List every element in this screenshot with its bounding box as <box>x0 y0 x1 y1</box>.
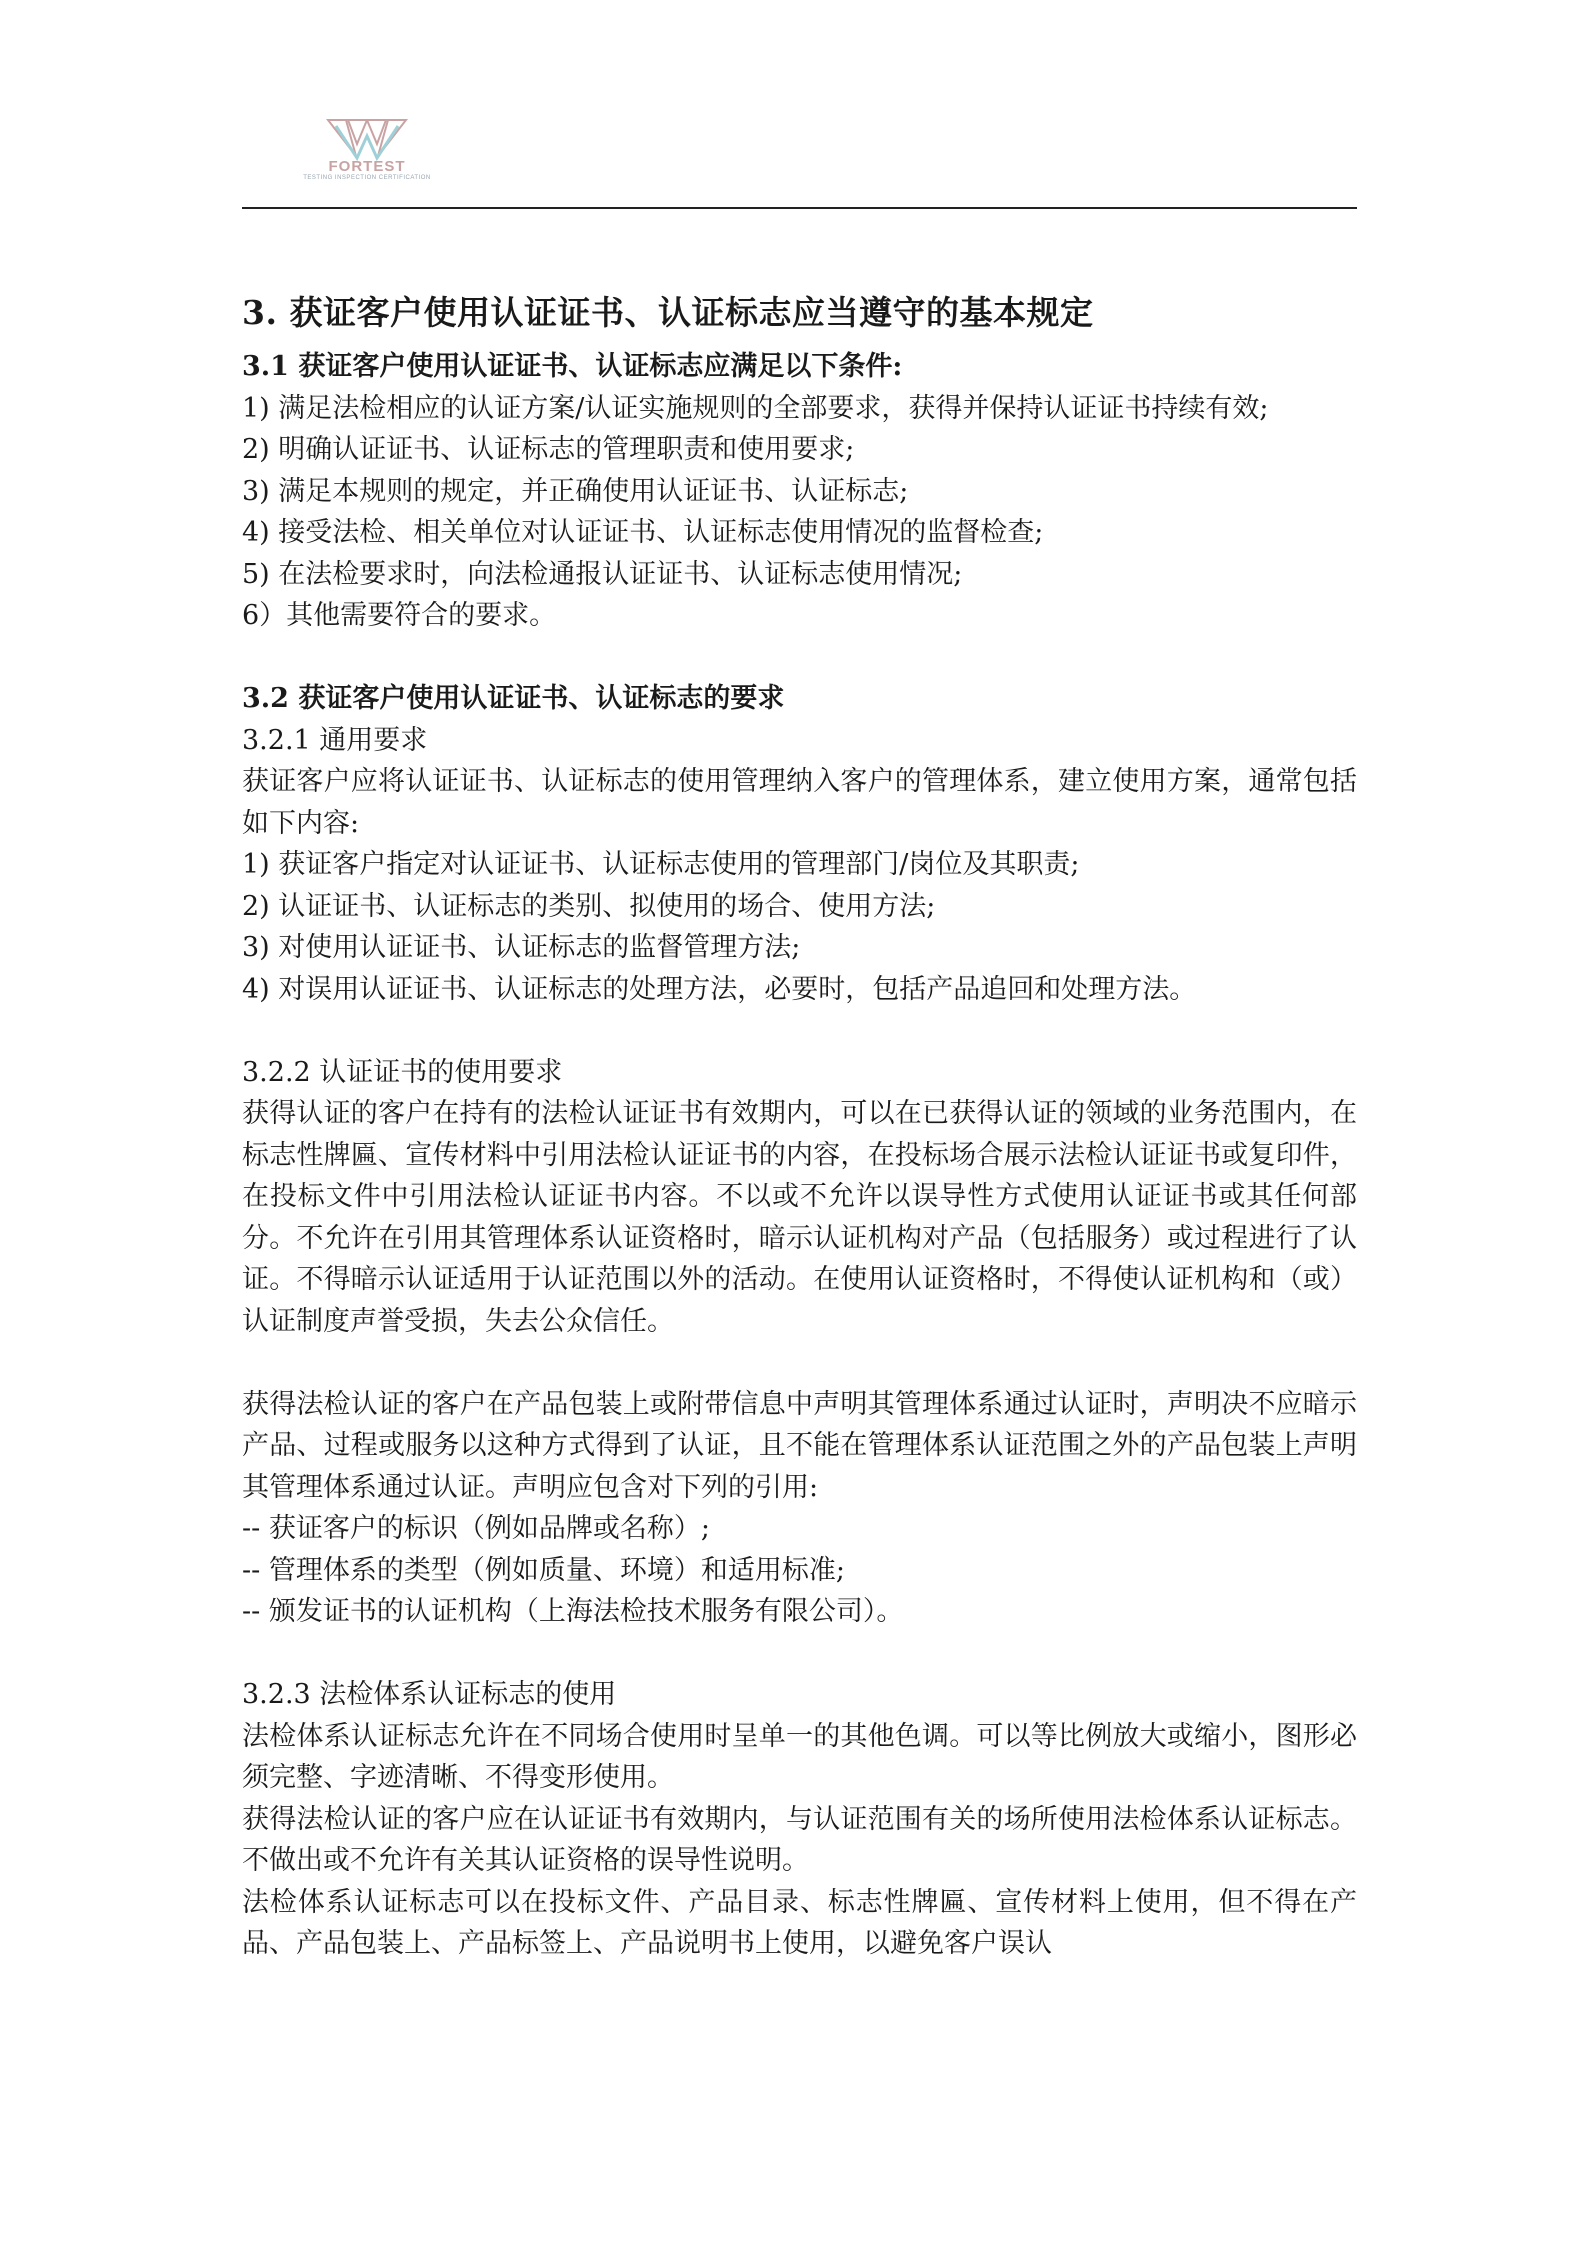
company-logo <box>287 118 447 200</box>
list-item: 1) 获证客户指定对认证证书、认证标志使用的管理部门/岗位及其职责; <box>242 849 1080 880</box>
list-item: 2) 认证证书、认证标志的类别、拟使用的场合、使用方法; <box>242 890 936 922</box>
section-3-2-1-heading: 3.2.1 通用要求 <box>242 724 428 756</box>
logo-tagline: TESTING INSPECTION CERTIFICATION <box>303 175 431 181</box>
list-item: 4) 对误用认证证书、认证标志的处理方法，必要时，包括产品追回和处理方法。 <box>242 973 1197 1005</box>
list-item: -- 管理体系的类型（例如质量、环境）和适用标准; <box>242 1554 845 1586</box>
paragraph: 获得认证的客户在持有的法检认证证书有效期内，可以在已获得认证的领域的业务范围内，在标志性牌匾、宣传材料中引用法检认证证书的内容，在投标场合展示法检认证证书或复印件，在投标文件中引用法检认证证书内容。不以或不允许以误导性方式使用认证证书或其任何部分。不允许在引用其管理体系认证资格时，暗示认证机构对产品（包括服务）或过程进行了认证。不得暗示认证适用于认证范围以外的活动。在使用认证资格时，不得使认证机构和（或）认证制度声誉受损，失去公众信任。 <box>242 1098 1357 1337</box>
list-item: 2) 明确认证证书、认证标志的管理职责和使用要求; <box>242 434 855 465</box>
section-3-2-heading: 3.2 获证客户使用认证证书、认证标志的要求 <box>242 683 785 714</box>
section-3-2-3-heading: 3.2.3 法检体系认证标志的使用 <box>242 1679 617 1710</box>
section-title: 3. 获证客户使用认证证书、认证标志应当遵守的基本规定 <box>242 293 1094 332</box>
paragraph: 法检体系认证标志允许在不同场合使用时呈单一的其他色调。可以等比例放大或缩小，图形必须完整、字迹清晰、不得变形使用。 <box>242 1720 1357 1793</box>
page-header <box>242 112 1357 209</box>
list-item: -- 获证客户的标识（例如品牌或名称）; <box>242 1513 710 1544</box>
logo-mark-icon <box>326 118 408 162</box>
document-body <box>242 290 1357 1965</box>
list-item: -- 颁发证书的认证机构（上海法检技术服务有限公司）。 <box>242 1596 904 1627</box>
list-item: 5) 在法检要求时，向法检通报认证证书、认证标志使用情况; <box>242 558 963 590</box>
list-item: 6）其他需要符合的要求。 <box>242 600 557 631</box>
section-3-2-2-heading: 3.2.2 认证证书的使用要求 <box>242 1056 563 1088</box>
logo-name: FORTEST <box>328 158 406 175</box>
list-item: 4) 接受法检、相关单位对认证证书、认证标志使用情况的监督检查; <box>242 517 1044 548</box>
paragraph: 法检体系认证标志可以在投标文件、产品目录、标志性牌匾、宣传材料上使用，但不得在产品、产品包装上、产品标签上、产品说明书上使用，以避免客户误认 <box>242 1886 1357 1959</box>
list-item: 1) 满足法检相应的认证方案/认证实施规则的全部要求，获得并保持认证证书持续有效; <box>242 392 1269 424</box>
paragraph: 获得法检认证的客户应在认证证书有效期内，与认证范围有关的场所使用法检体系认证标志。不做出或不允许有关其认证资格的误导性说明。 <box>242 1803 1357 1876</box>
section-3-2-1-intro: 获证客户应将认证证书、认证标志的使用管理纳入客户的管理体系，建立使用方案，通常包括如下内容: <box>242 766 1357 839</box>
paragraph: 获得法检认证的客户在产品包装上或附带信息中声明其管理体系通过认证时，声明决不应暗示产品、过程或服务以这种方式得到了认证，且不能在管理体系认证范围之外的产品包装上声明其管理体系通过认证。声明应包含对下列的引用: <box>242 1388 1357 1503</box>
list-item: 3) 满足本规则的规定，并正确使用认证证书、认证标志; <box>242 475 909 507</box>
section-3-1-heading: 3.1 获证客户使用认证证书、认证标志应满足以下条件: <box>242 351 903 382</box>
list-item: 3) 对使用认证证书、认证标志的监督管理方法; <box>242 932 801 963</box>
